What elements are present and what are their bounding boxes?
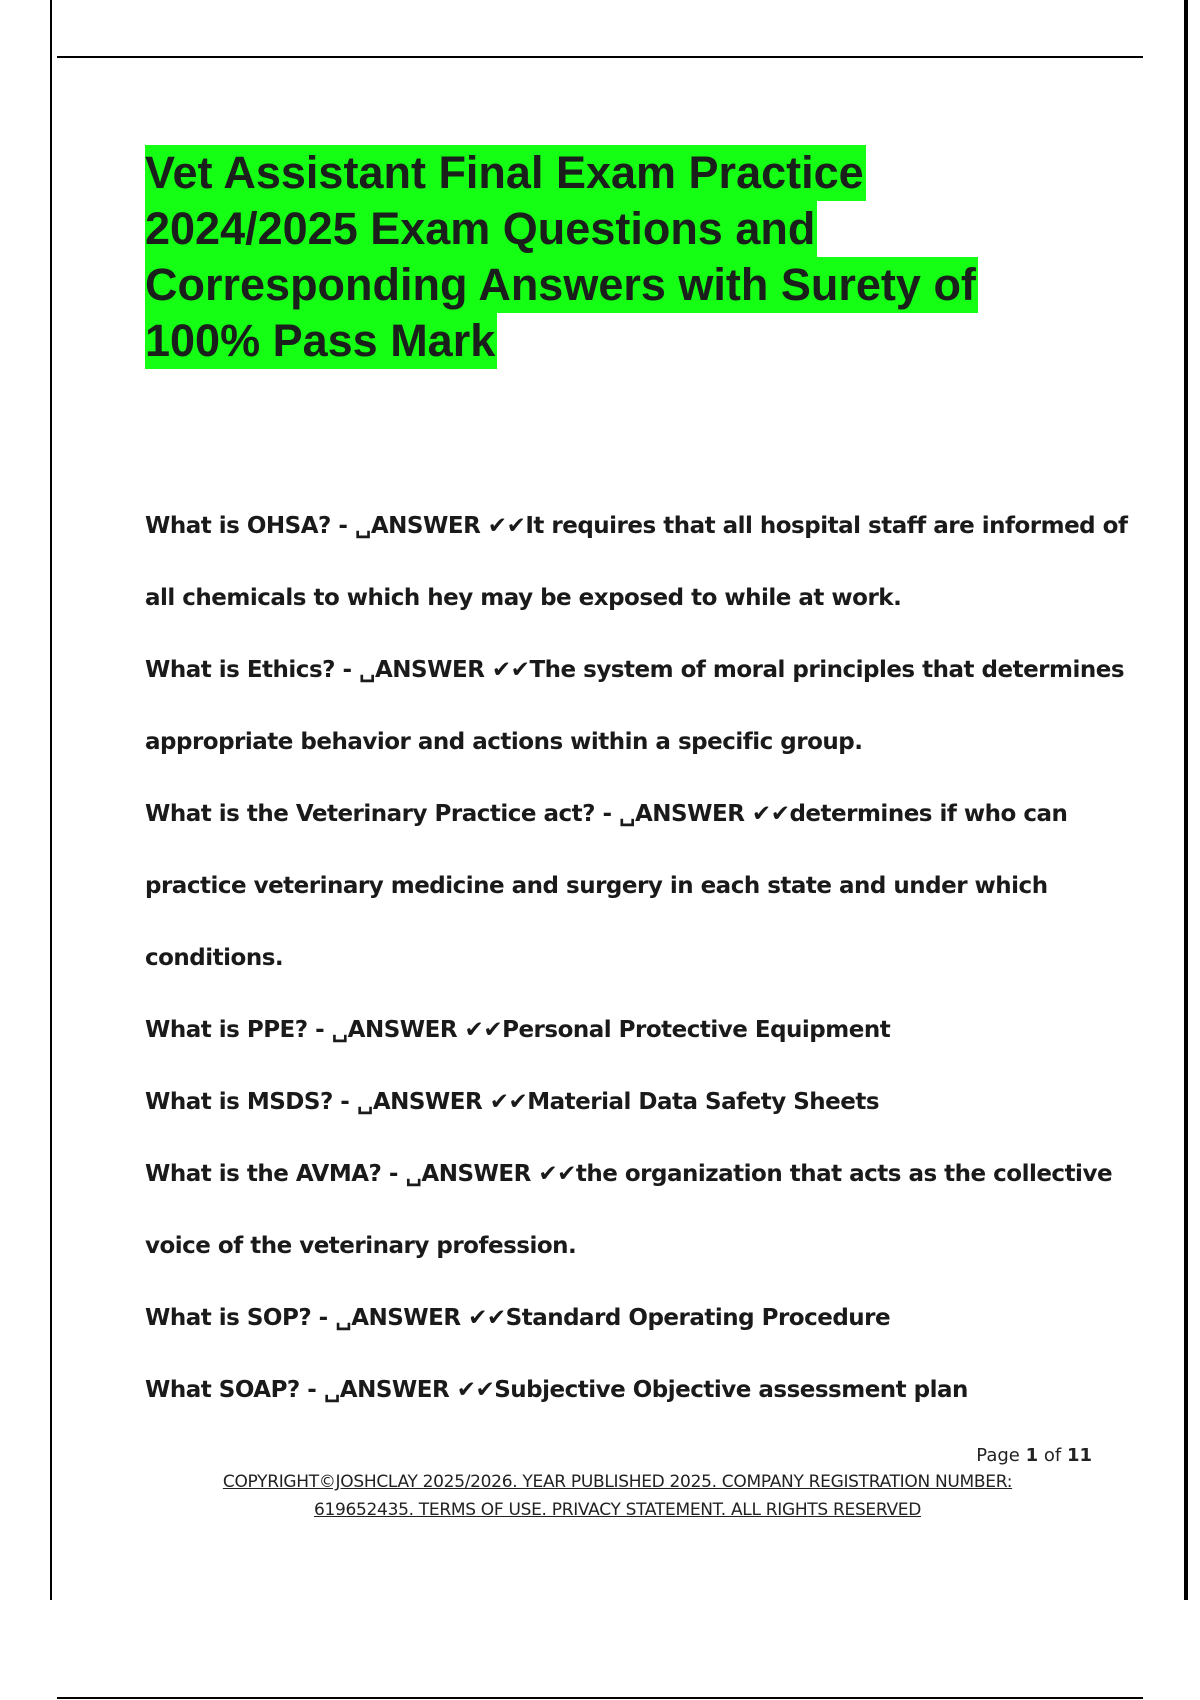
page-prefix: Page <box>976 1445 1026 1466</box>
qa-item <box>145 1354 1095 1426</box>
page-left-border <box>50 0 52 1600</box>
title-line: 2024/2025 Exam Questions and <box>145 201 817 257</box>
qa-item <box>145 490 1128 634</box>
copyright-line: 619652435. TERMS OF USE. PRIVACY STATEMENT. ALL RIGHTS RESERVED <box>313 1500 922 1520</box>
page-right-border <box>1184 0 1188 1600</box>
answer-continuation-line: appropriate behavior and actions within a specific group. <box>145 729 863 755</box>
page-number <box>145 1445 1092 1466</box>
qa-item <box>145 1282 1095 1354</box>
answer-continuation-line: voice of the veterinary profession. <box>145 1233 577 1259</box>
title-line: Vet Assistant Final Exam Practice <box>145 145 866 201</box>
answer-continuation-line: all chemicals to which hey may be exposed to while at work. <box>145 585 902 611</box>
page-of: of <box>1038 1445 1067 1466</box>
title-line: Corresponding Answers with Surety of <box>145 257 978 313</box>
question-line: What SOAP? - ␣ANSWER ✔✔Subjective Objective assessment plan <box>145 1377 968 1403</box>
question-line: What is OHSA? - ␣ANSWER ✔✔It requires that all hospital staff are informed of <box>145 513 1128 539</box>
qa-item <box>145 778 1095 994</box>
bottom-rule <box>57 1697 1143 1699</box>
qa-item <box>145 1138 1113 1282</box>
qa-item <box>145 994 1095 1066</box>
question-line: What is the AVMA? - ␣ANSWER ✔✔the organization that acts as the collective <box>145 1161 1113 1187</box>
question-line: What is the Veterinary Practice act? - ␣ANSWER ✔✔determines if who can <box>145 801 1068 827</box>
page-total: 11 <box>1066 1445 1092 1466</box>
question-line: What is PPE? - ␣ANSWER ✔✔Personal Protective Equipment <box>145 1017 891 1043</box>
qa-list <box>145 490 1128 1426</box>
title-block <box>145 145 1065 369</box>
answer-continuation-line: practice veterinary medicine and surgery in each state and under which <box>145 873 1048 899</box>
copyright-line: COPYRIGHT©JOSHCLAY 2025/2026. YEAR PUBLISHED 2025. COMPANY REGISTRATION NUMBER: <box>222 1472 1013 1492</box>
question-line: What is SOP? - ␣ANSWER ✔✔Standard Operating Procedure <box>145 1305 891 1331</box>
title-line: 100% Pass Mark <box>145 313 497 369</box>
document-title <box>145 145 1065 369</box>
qa-item <box>145 1066 1095 1138</box>
question-line: What is Ethics? - ␣ANSWER ✔✔The system of moral principles that determines <box>145 657 1125 683</box>
copyright-notice <box>145 1468 1090 1524</box>
answer-continuation-line: conditions. <box>145 945 284 971</box>
page-current: 1 <box>1025 1445 1039 1466</box>
top-rule <box>57 56 1143 58</box>
qa-item <box>145 634 1125 778</box>
page-footer <box>145 1445 1090 1524</box>
question-line: What is MSDS? - ␣ANSWER ✔✔Material Data Safety Sheets <box>145 1089 880 1115</box>
